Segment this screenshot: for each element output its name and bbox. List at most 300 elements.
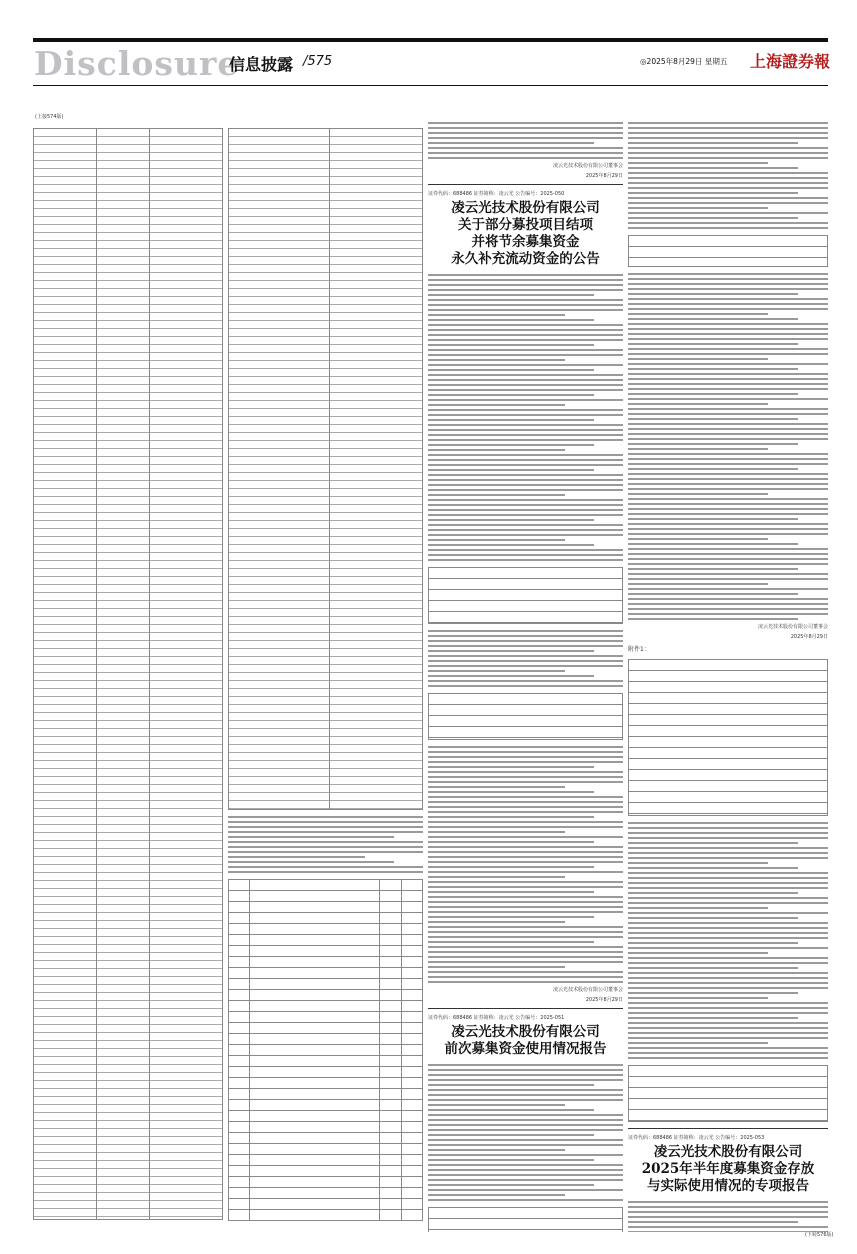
text-line: [628, 503, 828, 505]
text-line: [628, 398, 828, 400]
text-line: [428, 1124, 623, 1126]
text-line: [628, 977, 828, 979]
text-line: [428, 1179, 623, 1181]
text-line: [628, 862, 768, 864]
text-line: [428, 766, 594, 768]
text-line: [428, 1159, 594, 1161]
text-line: [628, 942, 798, 944]
text-line: [628, 987, 828, 989]
text-line: [428, 439, 623, 441]
text-line: [228, 871, 423, 873]
text-line: [228, 831, 423, 833]
text-line: [628, 453, 828, 455]
text-line: [228, 816, 423, 818]
text-line: [628, 1221, 798, 1223]
announcement-header: 证券代码：688486 证券简称：凌云光 公告编号：2025-053: [628, 1135, 765, 1141]
signer-1: 凌云光技术股份有限公司董事会: [552, 987, 623, 993]
text-line: [628, 513, 828, 515]
text-line: [428, 791, 594, 793]
text-line: [428, 650, 594, 652]
text-line: [428, 132, 623, 134]
text-line: [628, 162, 768, 164]
text-line: [428, 886, 623, 888]
text-line: [628, 1226, 828, 1228]
text-line: [428, 324, 623, 326]
text-line: [628, 373, 828, 375]
text-line: [628, 127, 828, 129]
text-line: [628, 473, 828, 475]
text-line: [628, 1057, 828, 1059]
text-line: [428, 776, 623, 778]
text-line: [428, 514, 623, 516]
text-line: [628, 962, 828, 964]
text-line: [428, 971, 623, 973]
text-line: [428, 831, 565, 833]
text-line: [628, 192, 798, 194]
text-line: [628, 393, 798, 395]
text-line: [628, 608, 828, 610]
text-line: [428, 479, 623, 481]
text-line: [428, 1064, 623, 1066]
column-2-table: [228, 122, 423, 1222]
text-line: [428, 454, 623, 456]
text-line: [628, 222, 828, 224]
text-line: [628, 573, 828, 575]
text-line: [428, 655, 623, 657]
text-line: [428, 1069, 623, 1071]
text-line: [428, 449, 565, 451]
text-line: [428, 896, 623, 898]
text-line: [428, 685, 623, 687]
text-line: [428, 811, 623, 813]
text-line: [628, 613, 828, 615]
text-line: [628, 563, 828, 565]
text-line: [428, 394, 594, 396]
text-line: [628, 368, 798, 370]
text-line: [428, 299, 623, 301]
announcement-title-2: 凌云光技术股份有限公司 前次募集资金使用情况报告: [444, 1024, 607, 1057]
text-line: [628, 907, 768, 909]
text-line: [428, 946, 623, 948]
text-line: [428, 419, 594, 421]
text-line: [628, 172, 828, 174]
text-line: [428, 861, 623, 863]
text-line: [428, 334, 623, 336]
text-line: [428, 404, 565, 406]
text-line: [428, 645, 623, 647]
text-line: [428, 147, 623, 149]
text-line: [428, 384, 623, 386]
text-line: [428, 901, 623, 903]
text-line: [628, 588, 828, 590]
text-line: [428, 841, 594, 843]
text-line: [428, 916, 594, 918]
text-line: [628, 1042, 768, 1044]
text-line: [428, 152, 623, 154]
text-line: [628, 1012, 828, 1014]
text-line: [428, 1144, 623, 1146]
text-line: [428, 906, 623, 908]
text-line: [628, 318, 798, 320]
text-line: [428, 660, 623, 662]
text-line: [428, 474, 623, 476]
text-line: [428, 816, 594, 818]
text-line: [628, 877, 828, 879]
text-line: [628, 533, 828, 535]
text-line: [628, 388, 828, 390]
text-line: [228, 846, 423, 848]
text-line: [228, 826, 423, 828]
text-line: [428, 494, 565, 496]
text-line: [428, 499, 623, 501]
text-line: [428, 941, 594, 943]
text-line: [428, 122, 623, 124]
column-4-announcements: [628, 122, 828, 1232]
text-line: [428, 459, 623, 461]
text-line: [428, 429, 623, 431]
text-line: [628, 992, 798, 994]
text-line: [428, 951, 623, 953]
text-line: [628, 1027, 828, 1029]
text-line: [628, 438, 828, 440]
text-line: [428, 926, 623, 928]
text-line: [428, 966, 565, 968]
text-line: [628, 423, 828, 425]
announcement-title-3: 凌云光技术股份有限公司 2025年半年度募集资金存放 与实际使用情况的专项报告: [641, 1144, 815, 1194]
text-line: [628, 578, 828, 580]
text-line: [628, 403, 768, 405]
text-line: [428, 921, 565, 923]
text-line: [628, 508, 828, 510]
text-line: [428, 846, 623, 848]
text-line: [628, 543, 798, 545]
text-line: [628, 1206, 828, 1208]
section-title: 信息披露: [229, 55, 294, 74]
text-line: [428, 364, 623, 366]
text-line: [628, 1022, 828, 1024]
text-line: [428, 891, 594, 893]
text-line: [628, 413, 828, 415]
text-line: [628, 463, 828, 465]
text-line: [628, 478, 828, 480]
text-line: [628, 142, 798, 144]
text-line: [428, 680, 623, 682]
text-line: [428, 339, 623, 341]
text-line: [628, 927, 828, 929]
text-line: [428, 294, 594, 296]
text-line: [628, 167, 798, 169]
text-line: [428, 509, 623, 511]
text-line: [628, 212, 828, 214]
text-line: [628, 947, 828, 949]
text-line: [628, 483, 828, 485]
page-number: /575: [303, 54, 333, 69]
text-line: [428, 1199, 623, 1201]
text-line: [428, 866, 594, 868]
text-line: [428, 796, 623, 798]
text-line: [628, 872, 828, 874]
issue-date: ◎2025年8月29日 星期五: [640, 57, 728, 66]
text-line: [628, 448, 768, 450]
text-line: [628, 428, 828, 430]
text-line: [628, 207, 768, 209]
text-line: [428, 675, 594, 677]
text-line: [628, 882, 828, 884]
text-line: [628, 468, 798, 470]
text-line: [628, 523, 828, 525]
text-line: [628, 827, 828, 829]
text-line: [428, 369, 594, 371]
text-line: [428, 981, 623, 983]
text-line: [428, 274, 623, 276]
text-line: [628, 338, 828, 340]
text-line: [428, 756, 623, 758]
text-line: [428, 1109, 594, 1111]
text-line: [628, 303, 828, 305]
text-line: [428, 1074, 623, 1076]
text-line: [628, 348, 828, 350]
text-line: [628, 283, 828, 285]
text-line: [628, 518, 798, 520]
text-line: [428, 289, 623, 291]
text-line: [628, 603, 828, 605]
text-line: [428, 279, 623, 281]
text-line: [628, 957, 828, 959]
text-line: [428, 379, 623, 381]
text-line: [428, 806, 623, 808]
text-line: [628, 278, 828, 280]
text-line: [628, 1007, 828, 1009]
text-line: [428, 1174, 623, 1176]
text-line: [628, 997, 768, 999]
text-line: [428, 911, 623, 913]
text-line: [428, 157, 623, 159]
announcement-header: 证券代码：688486 证券简称：凌云光 公告编号：2025-051: [428, 1015, 565, 1021]
text-line: [628, 568, 798, 570]
text-line: [628, 832, 828, 834]
text-line: [428, 444, 594, 446]
announcement-header: 证券代码：688486 证券简称：凌云光 公告编号：2025-050: [428, 191, 565, 197]
text-line: [628, 433, 828, 435]
text-line: [628, 618, 798, 620]
signer-2-date: 2025年8月29日: [790, 634, 828, 640]
text-line: [428, 539, 565, 541]
text-line: [628, 418, 798, 420]
text-line: [628, 1201, 828, 1203]
text-line: [428, 1119, 623, 1121]
text-line: [628, 1231, 828, 1232]
text-line: [428, 409, 623, 411]
text-line: [428, 746, 623, 748]
text-line: [428, 1184, 594, 1186]
newspaper-logo: 上海證券報: [750, 52, 831, 71]
text-line: [628, 932, 828, 934]
text-line: [428, 826, 623, 828]
text-line: [628, 837, 828, 839]
text-line: [428, 284, 623, 286]
text-line: [628, 922, 828, 924]
text-line: [628, 498, 828, 500]
signer-2: 凌云光技术股份有限公司董事会: [757, 624, 828, 630]
text-line: [428, 399, 623, 401]
text-line: [628, 528, 828, 530]
text-line: [428, 881, 623, 883]
masthead-bottom-rule: [33, 85, 828, 86]
text-line: [428, 665, 623, 667]
text-line: [428, 771, 623, 773]
text-line: [628, 408, 828, 410]
text-line: [628, 152, 828, 154]
text-line: [428, 484, 623, 486]
text-line: [628, 288, 828, 290]
text-line: [428, 871, 623, 873]
text-line: [428, 1099, 623, 1101]
text-line: [628, 308, 828, 310]
text-line: [428, 127, 623, 129]
text-line: [428, 781, 623, 783]
signer-1-top-date: 2025年8月29日: [585, 173, 623, 179]
text-line: [628, 197, 828, 199]
text-line: [428, 1189, 623, 1191]
continued-to-tag: (下转576版): [805, 1232, 834, 1238]
text-line: [428, 936, 623, 938]
text-line: [428, 314, 565, 316]
text-line: [628, 273, 828, 275]
text-line: [628, 952, 768, 954]
text-line: [428, 344, 594, 346]
text-line: [428, 1194, 565, 1196]
text-line: [628, 857, 828, 859]
text-line: [628, 902, 828, 904]
text-line: [428, 1079, 623, 1081]
text-line: [628, 177, 828, 179]
text-line: [228, 856, 365, 858]
signer-1-date: 2025年8月29日: [585, 997, 623, 1003]
text-line: [428, 961, 623, 963]
text-line: [628, 323, 828, 325]
text-line: [628, 363, 828, 365]
text-line: [428, 670, 565, 672]
masthead-brand: Disclosure: [34, 44, 240, 83]
text-line: [228, 851, 423, 853]
continued-from-tag: (上接574版): [35, 114, 64, 120]
text-line: [428, 544, 594, 546]
text-line: [628, 333, 828, 335]
text-line: [628, 917, 798, 919]
text-line: [428, 469, 594, 471]
text-line: [628, 298, 828, 300]
text-line: [628, 558, 828, 560]
text-line: [428, 976, 623, 978]
column-1-table: [33, 122, 223, 1222]
text-line: [628, 458, 828, 460]
text-line: [228, 821, 423, 823]
text-line: [428, 761, 623, 763]
text-line: [428, 534, 623, 536]
text-line: [428, 630, 623, 632]
text-line: [628, 132, 828, 134]
text-line: [628, 897, 828, 899]
text-line: [628, 967, 798, 969]
text-line: [228, 836, 394, 838]
text-line: [628, 378, 828, 380]
text-line: [428, 434, 623, 436]
text-line: [428, 359, 565, 361]
text-line: [628, 443, 798, 445]
text-line: [628, 122, 828, 124]
text-line: [628, 493, 768, 495]
text-line: [428, 1164, 623, 1166]
text-line: [628, 1047, 828, 1049]
text-line: [428, 1104, 565, 1106]
text-line: [628, 548, 828, 550]
text-line: [428, 836, 623, 838]
text-line: [628, 937, 828, 939]
text-line: [428, 1134, 594, 1136]
text-line: [628, 217, 798, 219]
text-line: [428, 1094, 623, 1096]
text-line: [628, 358, 768, 360]
text-line: [428, 956, 623, 958]
text-line: [628, 328, 828, 330]
text-line: [628, 1211, 828, 1213]
text-line: [628, 1017, 798, 1019]
text-line: [428, 504, 623, 506]
text-line: [428, 354, 623, 356]
text-line: [628, 182, 828, 184]
text-line: [428, 464, 623, 466]
text-line: [628, 598, 828, 600]
text-line: [628, 847, 828, 849]
text-line: [428, 1084, 594, 1086]
text-line: [428, 489, 623, 491]
text-line: [628, 583, 768, 585]
text-line: [628, 343, 798, 345]
text-line: [628, 892, 798, 894]
text-line: [628, 867, 798, 869]
text-line: [628, 137, 828, 139]
text-line: [628, 313, 768, 315]
text-line: [628, 822, 828, 824]
text-line: [628, 202, 828, 204]
text-line: [428, 304, 623, 306]
attachment-label: 附件1：: [628, 646, 650, 653]
text-line: [428, 635, 623, 637]
text-line: [628, 982, 828, 984]
text-line: [628, 1032, 828, 1034]
text-line: [428, 424, 623, 426]
text-line: [428, 309, 623, 311]
text-line: [628, 553, 828, 555]
text-line: [628, 147, 828, 149]
text-line: [628, 383, 828, 385]
text-line: [428, 319, 594, 321]
text-line: [628, 538, 768, 540]
text-line: [428, 876, 565, 878]
text-line: [428, 329, 623, 331]
text-line: [628, 887, 828, 889]
text-line: [428, 414, 623, 416]
text-line: [428, 1129, 623, 1131]
text-line: [628, 353, 828, 355]
text-line: [428, 374, 623, 376]
text-line: [428, 529, 623, 531]
text-line: [228, 861, 394, 863]
text-line: [628, 227, 828, 229]
text-line: [428, 1114, 623, 1116]
text-line: [628, 187, 828, 189]
text-line: [428, 931, 623, 933]
